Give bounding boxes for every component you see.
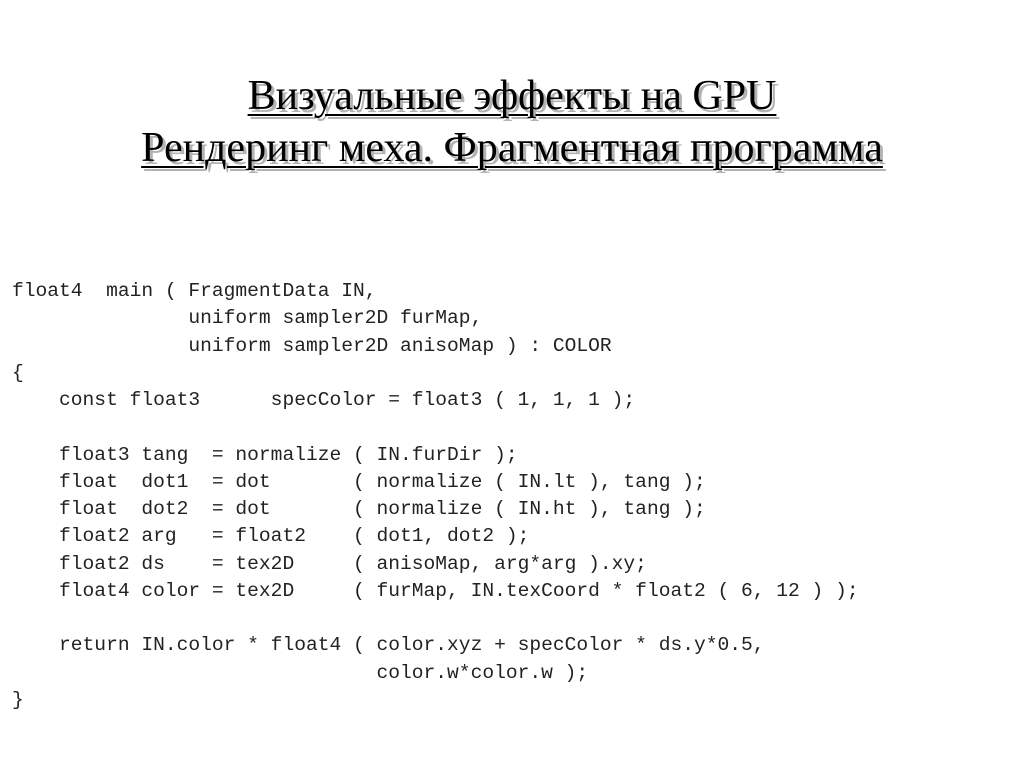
code-line: }: [12, 688, 24, 711]
title-line-1: Визуальные эффекты на GPU: [247, 73, 777, 119]
code-line: {: [12, 361, 24, 384]
code-line: const float3 specColor = float3 ( 1, 1, 1 );: [12, 389, 636, 411]
code-line: color.w*color.w );: [12, 661, 589, 684]
code-line: [12, 414, 859, 441]
code-line: float4 main ( FragmentData IN,: [12, 280, 377, 302]
code-line: float dot1 = dot ( normalize ( IN.lt ), tang );: [12, 470, 706, 493]
title-line-2: Рендеринг меха. Фрагментная программа: [141, 125, 883, 171]
code-line: [12, 605, 859, 632]
code-line: uniform sampler2D furMap,: [12, 307, 483, 330]
slide-title: [0, 70, 1024, 174]
code-line: uniform sampler2D anisoMap ) : COLOR: [12, 334, 612, 357]
code-line: float2 ds = tex2D ( anisoMap, arg*arg ).xy;: [12, 552, 647, 575]
code-line: float3 tang = normalize ( IN.furDir );: [12, 443, 518, 466]
code-line: float dot2 = dot ( normalize ( IN.ht ), tang );: [12, 498, 706, 520]
code-listing: [12, 278, 859, 714]
code-line: float4 color = tex2D ( furMap, IN.texCoord * float2 ( 6, 12 ) );: [12, 579, 859, 602]
code-line: return IN.color * float4 ( color.xyz + specColor * ds.y*0.5,: [12, 634, 765, 657]
code-line: float2 arg = float2 ( dot1, dot2 );: [12, 525, 530, 548]
